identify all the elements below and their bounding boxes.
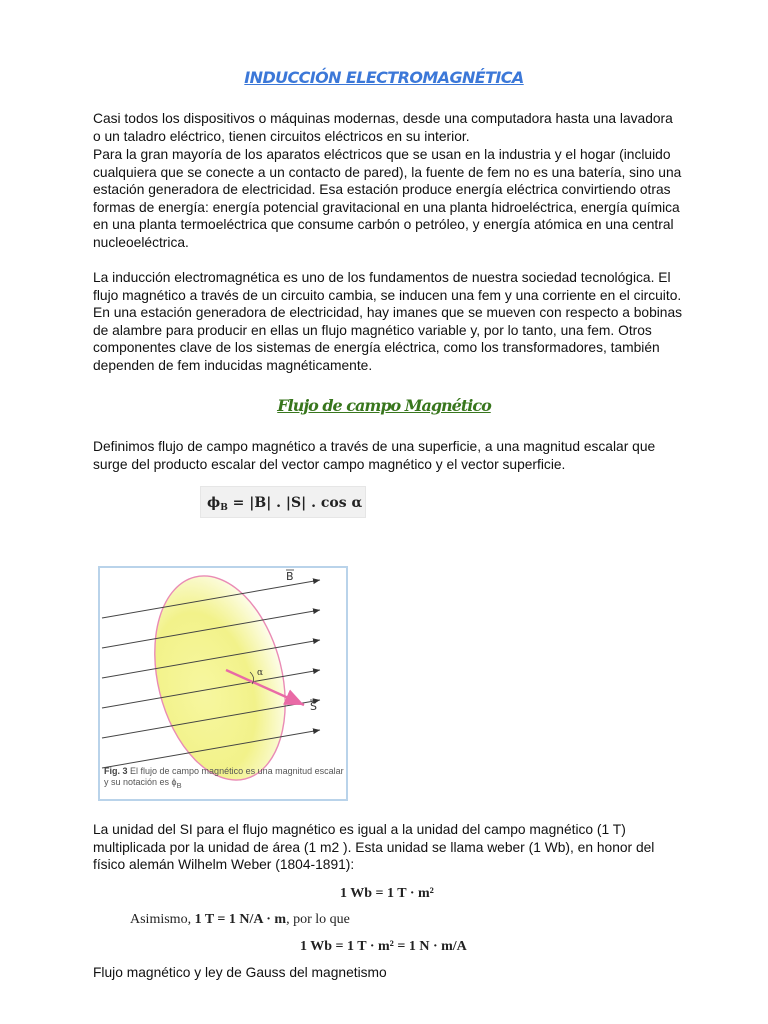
section-heading: Flujo de campo Magnético <box>277 396 491 415</box>
gauss-heading-line: Flujo magnético y ley de Gauss del magnetismo <box>93 965 387 980</box>
weber-equation: 1 Wb = 1 T · m² <box>340 886 434 901</box>
svg-text:ϕB = |B| . |S| . cos α <box>207 495 362 513</box>
formula-sub: B <box>220 503 228 513</box>
flux-definition-paragraph: Definimos flujo de campo magnético a través de una superficie, a una magnitud escalar que surge del producto escalar del vector campo magnético y el vector superficie. <box>93 439 656 472</box>
s-vector-label: S <box>310 700 317 713</box>
page-title: INDUCCIÓN ELECTROMAGNÉTICA <box>244 68 524 87</box>
caption-label: Fig. 3 <box>104 766 128 776</box>
formula-rest: = |B| . |S| . cos α <box>227 495 363 511</box>
alpha-label: α <box>257 668 264 678</box>
flux-formula-image <box>200 486 366 518</box>
induction-paragraph: La inducción electromagnética es uno de los fundamentos de nuestra sociedad tecnológica. El flujo magnético a través de un circuito cambia, se inducen una fem y una corriente en el circuito. En una estación generadora de electricidad, hay imanes que se mueven con respecto a bobinas de alambre para producir en ellas un flujo magnético variable y, por lo tanto, una fem. Otros componentes clave de los sistemas de energía eléctrica, como los transformadores, también dependen de fem inducidas magnéticamente. <box>93 270 683 373</box>
caption-text: El flujo de campo magnético es una magnitud escalar y su notación es ϕ <box>104 766 344 787</box>
flux-diagram <box>100 568 346 799</box>
intro-paragraph: Casi todos los dispositivos o máquinas modernas, desde una computadora hasta una lavadora o un taladro eléctrico, tienen circuitos eléctricos en su interior. <box>93 111 673 144</box>
figure-caption <box>104 766 344 791</box>
tesla-equation <box>130 912 350 928</box>
surface-disk <box>135 568 306 794</box>
weber-full-equation: 1 Wb = 1 T · m² = 1 N · m/A <box>300 939 467 954</box>
b-vector-label: B <box>286 570 294 583</box>
tesla-eq-main: 1 T = 1 N/A · m <box>194 912 287 927</box>
tesla-eq-suffix: , por lo que <box>286 912 350 927</box>
caption-sub: B <box>176 780 182 790</box>
tesla-eq-prefix: Asimismo, <box>130 912 195 927</box>
energy-source-paragraph: Para la gran mayoría de los aparatos eléctricos que se usan en la industria y el hogar (incluido cualquiera que se conecte a un contacto de pared), la fuente de fem no es una batería, sino una estación generadora de electricidad. Esa estación produce energía eléctrica convirtiendo otras formas de energía: energía potencial gravitacional en una planta hidroeléctrica, energía química en una planta termoeléctrica que consume carbón o petróleo, y energía atómica en una central nucleoeléctrica. <box>93 147 682 250</box>
formula-phi: ϕ <box>207 495 221 511</box>
weber-unit-paragraph: La unidad del SI para el flujo magnético es igual a la unidad del campo magnético (1 T) multiplicada por la unidad de área (1 m2 ). Esta unidad se llama weber (1 Wb), en honor del físico alemán Wilhelm Weber (1804-1891): <box>93 822 655 873</box>
